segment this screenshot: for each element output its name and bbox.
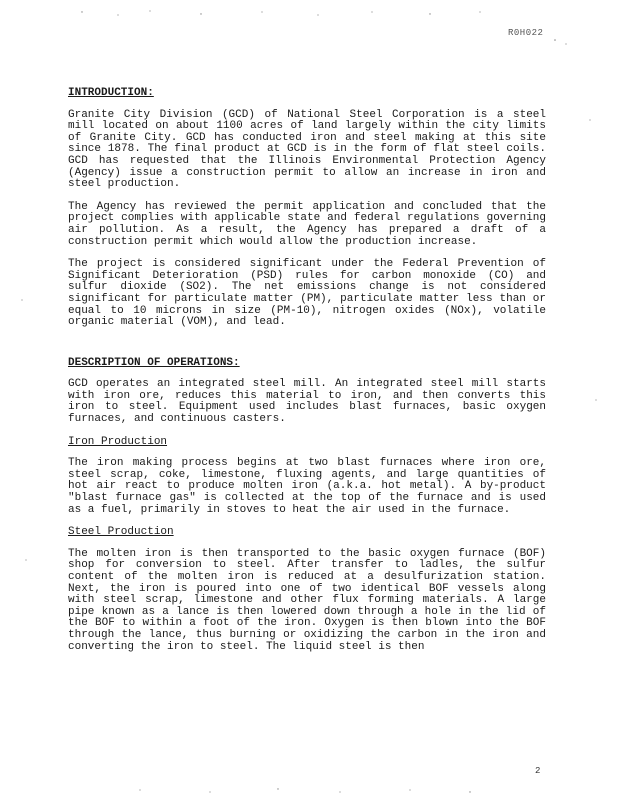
introduction-paragraph-2: The Agency has reviewed the permit application and concluded that the project complies with applicable state and federal regulations governing air pollution. As a result, the Agency has prepared a draft of a construction permit which would allow the production increase. bbox=[68, 200, 546, 248]
document-body bbox=[68, 88, 546, 653]
description-paragraph: GCD operates an integrated steel mill. An integrated steel mill starts with iron ore, reduces this material to iron, and then converts this iron to steel. Equipment used includes blast furnaces, basic oxygen furnaces, and continuous casters. bbox=[68, 378, 546, 426]
introduction-paragraph-3: The project is considered significant under the Federal Prevention of Significant Deterioration (PSD) rules for carbon monoxide (CO) and sulfur dioxide (SO2). The net emissions change is not considered significant for particulate matter (PM), particulate matter less than or equal to 10 microns in size (PM-10), nitrogen oxides (NOx), volatile organic material (VOM), and lead. bbox=[68, 258, 546, 329]
page-number: 2 bbox=[535, 766, 541, 776]
description-heading: DESCRIPTION OF OPERATIONS: bbox=[68, 356, 240, 369]
steel-production-paragraph: The molten iron is then transported to the basic oxygen furnace (BOF) shop for conversion to steel. After transfer to ladles, the sulfur content of the molten iron is reduced at a desulfurization station. Next, the iron is poured into one of two identical BOF vessels along with steel scrap, limestone and other flux forming materials. A large pipe known as a lance is then lowered down through a hole in the lid of the BOF to within a foot of the iron. Oxygen is then blown into the BOF through the lance, thus burning or oxidizing the carbon in the iron and converting the iron to steel. The liquid steel is then bbox=[68, 547, 546, 653]
iron-production-heading: Iron Production bbox=[68, 435, 168, 448]
introduction-paragraph-1: Granite City Division (GCD) of National Steel Corporation is a steel mill located on about 1100 acres of land largely within the city limits of Granite City. GCD has conducted iron and steel making at this site since 1878. The final product at GCD is in the form of flat steel coils. GCD has requested that the Illinois Environmental Protection Agency (Agency) issue a construction permit to allow an increase in iron and steel production. bbox=[68, 108, 546, 191]
section-spacer bbox=[68, 340, 546, 358]
steel-production-heading: Steel Production bbox=[68, 526, 174, 539]
iron-production-paragraph: The iron making process begins at two blast furnaces where iron ore, steel scrap, coke, limestone, fluxing agents, and large quantities of hot air react to produce molten iron (a.k.a. hot metal). A by-product "blast furnace gas" is collected at the top of the furnace and is used as a fuel, primarily in stoves to heat the air used in the furnace. bbox=[68, 457, 546, 516]
document-code: R0H022 bbox=[508, 28, 544, 38]
introduction-heading: INTRODUCTION: bbox=[68, 87, 154, 99]
